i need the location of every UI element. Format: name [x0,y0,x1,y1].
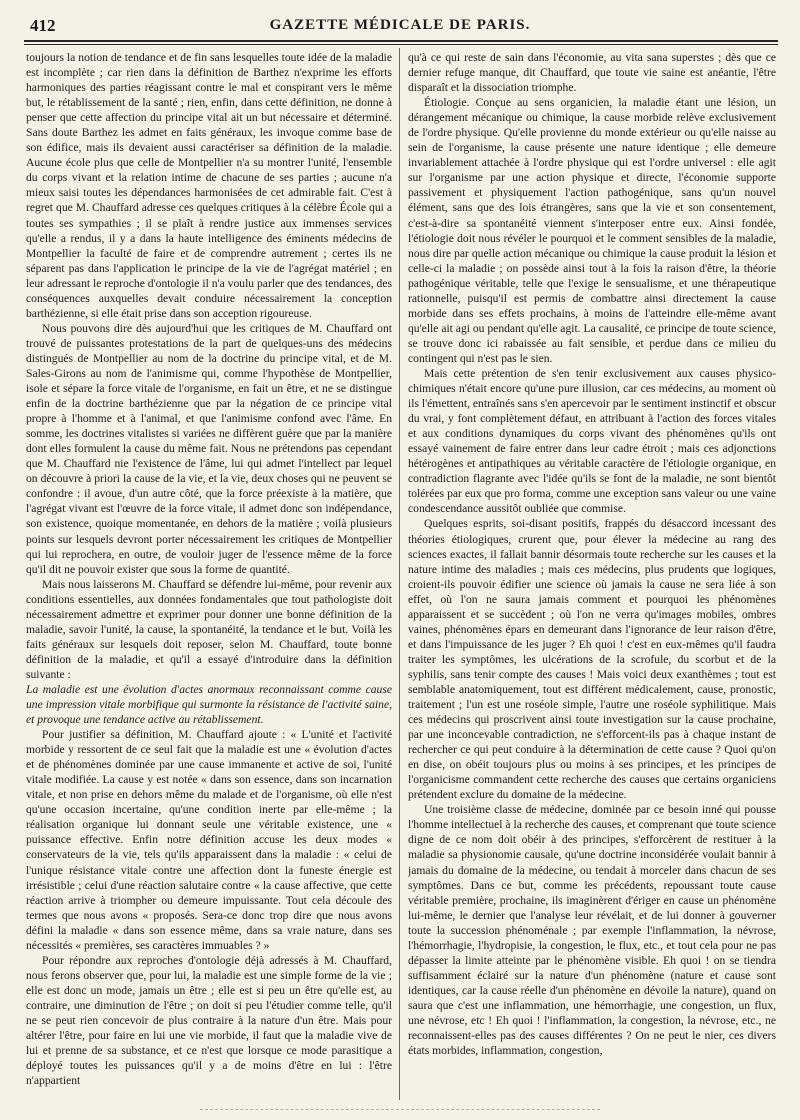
paragraph: Mais nous laisserons M. Chauffard se défendre lui-même, pour revenir aux conditions essentielles, aux données fondamentales que tout pathologiste doit nécessairement admettre et exprimer pour donner une bonne définition de la maladie, savoir l'unité, la cause, la spontanéité, la tendance et le but. Voilà les faits généraux sur lesquels doit reposer, selon M. Chauffard, toute bonne définition de la maladie, et qu'il a essayé d'introduire dans la définition suivante : [26,577,392,681]
definition-quote: La maladie est une évolution d'actes anormaux reconnaissant comme cause une impression vitale morbifique qui surmonte la résistance de l'activité saine, et provoque une tendance active au rétablissement. [26,682,392,727]
footer-line [200,1109,600,1110]
paragraph: qu'à ce qui reste de sain dans l'économie, au vita sana superstes ; dès que ce dernier refuge manque, dit Chauffard, que toute vie saine est anéantie, l'être disparaît et la dissociation triomphe. [408,51,776,95]
left-column [26,50,392,1100]
paragraph: Quelques esprits, soi-disant positifs, frappés du désaccord incessant des théories étiologiques, crurent que, pour élever la médecine au rang des sciences exactes, il fallait bannir désormais toute recherche sur les causes et la nature intime des maladies ; mais ces médecins, plus prudents que logiques, croient-ils pouvoir édifier une science où jamais la cause ne sera liée à son effet, où l'on ne saura jamais comment et pourquoi les phénomènes apparaissent et se succèdent ; où l'on ne verra qu'images mobiles, ombres vaines, phénomènes épars en demeurant dans l'ignorance de leur raison d'être, et dans l'impuissance de les juger ? Eh quoi ! c'est en eux-mêmes qu'il faudra traiter les symptômes, les ulcérations de la scrofule, du scorbut et de la syphilis, sans tenir compte des causes ! Mais voici deux exanthèmes ; tout est semblable anatomiquement, tout est différent médicalement, cause, pronostic, traitement ; l'un est une roséole simple, l'autre une roséole syphilitique. Mais ces médecins qui proscrivent ainsi toute investigation sur la cause prochaine, par une inconcevable contradiction, ne s'efforcent-ils pas à chaque instant de rechercher ce qui peut conduire à la détermination de cette cause ? Quoi qu'on en dise, on obéit toujours plus ou moins à ses principes, et les principes de l'organicisme commandent cette recherche des causes que certains organiciens prétendent exclure du domaine de la médecine. [408,517,776,802]
paragraph: Étiologie. Conçue au sens organicien, la maladie étant une lésion, un dérangement mécanique ou chimique, la cause morbide relève exclusivement de l'ordre physique. Qu'elle provienne du monde extérieur ou qu'elle naisse au sein de l'organisme, la cause présente une nature identique ; elle demeure invariablement attachée à l'ordre physique qui est l'ordre universel : elle agit sur l'organisme par une action physique et directe, l'économie supporte passivement et physiquement l'action pathogénique, sans qu'un nouvel élément, sans que des lois étrangères, sans que la vie et son consentement, c'est-à-dire sa spontanéité viennent s'interposer entre eux. Ainsi fondée, l'étiologie doit nous révéler le pourquoi et le comment sensibles de la maladie, nous dire par quelle action mécanique ou chimique la cause produit la lésion et celle-ci la maladie ; on possède ainsi tout à la fois la raison d'être, la théorie pathogénique véritable, telle que l'exige le sensualisme, et une thérapeutique rationnelle, puisqu'il est permis de combattre ainsi directement la cause morbide dans ses effets prochains, à moins de l'atteindre elle-même avant qu'elle ait agi ou pendant qu'elle agit. La causalité, ce principe de toute science, se trouve donc ici rabaissée au fait sensible, et perdue dans ce milieu du contingent qui n'est pas le sien. [408,96,776,365]
running-title: GAZETTE MÉDICALE DE PARIS. [269,17,531,33]
paragraph: Une troisième classe de médecine, dominée par ce besoin inné qui pousse l'homme intellectuel à la recherche des causes, et comprenant que toute science digne de ce nom doit obéir à des principes, s'efforcèrent de restituer à la maladie sa physionomie causale, qu'une doctrine inconsidérée voulait bannir à jamais du domaine de la médecine, ou tendait à morceler dans chacun de ses symptômes. Dans ce but, comme les précédents, repoussant toute cause véritable première, prochaine, ils imaginèrent d'ériger en cause un phénomène lui-même, le dernier que l'analyse leur révélait, et de lui donner à gouverner toute la succession phénoménale ; par exemple l'inflammation, la névrose, l'hémorrhagie, l'hydropisie, la congestion, le flux, etc., et tout cela pour ne pas dépasser la limite atteinte par le phénomène visible. Eh quoi ! on se tiendra suffisamment éclairé sur la nature d'un phénomène (nature et cause sont identiques, car la cause réelle d'un phénomène en dévoile la nature), quand on saura que c'est une inflammation, une hémorrhagie, une congestion, un flux, une névrose, etc ! Eh quoi ! l'inflammation, la congestion, la névrose, etc., ne reconnaissent-elles pas des causes différentes ? On ne peut le nier, ces divers états morbides, inflammation, congestion, [408,803,776,1058]
paragraph: Pour répondre aux reproches d'ontologie déjà adressés à M. Chauffard, nous ferons observer que, pour lui, la maladie est une simple forme de la vie ; elle est donc un mode, jamais un être ; elle est si peu un être qu'elle est, au contraire, une diminution de l'être ; on doit si peu l'étudier comme telle, qu'il ne se peut rien concevoir de plus contraire à la nature d'un être. Mais pour altérer l'être, pour faire en lui une vie morbide, il faut que la maladie vive de lui et prenne de sa substance, et ce n'est que lorsque ce mode parasitique a déployé toutes les puissances qu'il y a de moins d'être en lui : l'être n'appartient [26,953,392,1088]
paragraph: Mais cette prétention de s'en tenir exclusivement aux causes physico-chimiques n'était encore qu'une pure illusion, car ces médecins, au moment où ils l'émettent, entraînés sans s'en apercevoir par le sentiment instinctif et obscur du vrai, y font complètement défaut, en attribuant à l'action des forces vitales et aux conditions dynamiques du corps vivant des phénomènes qu'ils ont essayé vainement de faire entrer dans leur cadre étroit ; mais ces adjonctions hétérogènes et antipathiques au véritable caractère de l'étiologie organique, en contradiction flagrante avec l'idée qu'ils se font de la maladie, ne sont bientôt tolérées par eux que pro forma, comme une exception sans valeur ou une vaine condescendance aussitôt oubliée que commise. [408,366,776,516]
paragraph: Pour justifier sa définition, M. Chauffard ajoute : « L'unité et l'activité morbide y ressortent de ce seul fait que la maladie est une « évolution d'actes et de phénomènes dominée par une cause immanente et active de soi, l'unité vitale modifiée. La cause y est notée « dans son essence, dans son incarnation vitale, et non prise en dehors même du malade et de l'organisme, où elle n'est qu'une occasion incertaine, qu'une condition inerte par elle-même ; la réalisation organique lui donnant seule une véritable existence, une « puissance effective. Enfin notre définition accuse les deux modes « conservateurs de la vie, tels qu'ils apparaissent dans la maladie : « celui de l'unique résistance vitale contre une affection dont la funeste énergie est irrésistible ; celui d'une réaction salutaire contre « la cause affective, que cette réaction arrive à triompher ou demeure impuissante. Tout cela découle des termes que nous avons « proposés. Sera-ce donc trop dire que nous avons défini la maladie « dans son essence même, dans sa vraie nature, dans ses nécessités « premières, ses caractères immuables ? » [26,728,392,952]
paragraph: toujours la notion de tendance et de fin sans lesquelles toute idée de la maladie est incomplète ; car rien dans la définition de Barthez n'exprime les efforts harmoniques des parties réagissant contre le mal et conspirant vers le même but, le rétablissement de la santé ; rien, enfin, dans cette définition, ne donne à penser que cette affection du principe vital ait un but nécessaire et déterminé. Sans doute Barthez les admet en faits généraux, les invoque comme base de son édifice, mais ils devaient aussi caractériser sa définition de la maladie. Aucune école plus que celle de Montpellier n'a su montrer l'unité, l'ensemble du corps vivant et la relation intime de chacune de ses parties ; aucune n'a mieux saisi toutes les dépendances harmonisées de cet admirable fait. C'est à regret que M. Chauffard adresse ces quelques critiques à la célèbre École qui a toutes ses sympathies ; il se plaît à rendre justice aux immenses services qu'elle a rendus, il y a dans la haute intelligence des éminents médecins de Montpellier la faculté de faire et de comprendre autrement ; certes ils ne séparent pas dans l'application le principe de la vie de l'agrégat matériel ; en leur adressant le reproche d'ontologie il n'a voulu parler que des tendances, des conséquences auxquelles devait conduire nécessairement la conception barthézienne, si elle était prise dans son acception rigoureuse. [26,51,392,320]
header-rule [24,40,778,42]
page-number: 412 [30,16,56,35]
header-rule-thin [24,44,778,45]
column-divider [399,48,400,1100]
page-header [30,14,770,40]
paragraph: Nous pouvons dire dès aujourd'hui que les critiques de M. Chauffard ont trouvé de puissantes protestations de la part de quelques-uns des médecins distingués de Montpellier au nom de la doctrine du principe vital, et de M. Sales-Girons au nom de l'animisme qui, comme l'hypothèse de Montpellier, isole et sépare la force vitale de l'organisme, en fait un être, et ne se distingue enfin de la doctrine barthézienne que par la négation de ce principe vital propre à l'homme et à l'animal, et que l'animisme confond avec l'âme. En somme, les doctrines vitalistes si variées ne diffèrent guère que par la manière dont elles formulent la cause du même fait. Nous ne prétendons pas cependant que M. Chauffard nie l'existence de l'âme, lui qui admet l'intellect par lequel on découvre à priori la cause de la vie, et la vie, deux choses qui ne peuvent se confondre : il avoue, d'un autre côté, que la force préexiste à la matière, que l'agrégat vivant est l'œuvre de la force vitale, il admet donc son indépendance, son existence, quoique momentanée, en dehors de la matière ; voilà plusieurs points sur lesquels devront porter nécessairement les critiques de Montpellier qui lui reprochera, en outre, de vouloir juger de l'essence même de la force qu'il dit ne pouvoir exister que sous la forme de quantité. [26,321,392,576]
right-column [408,50,776,1100]
